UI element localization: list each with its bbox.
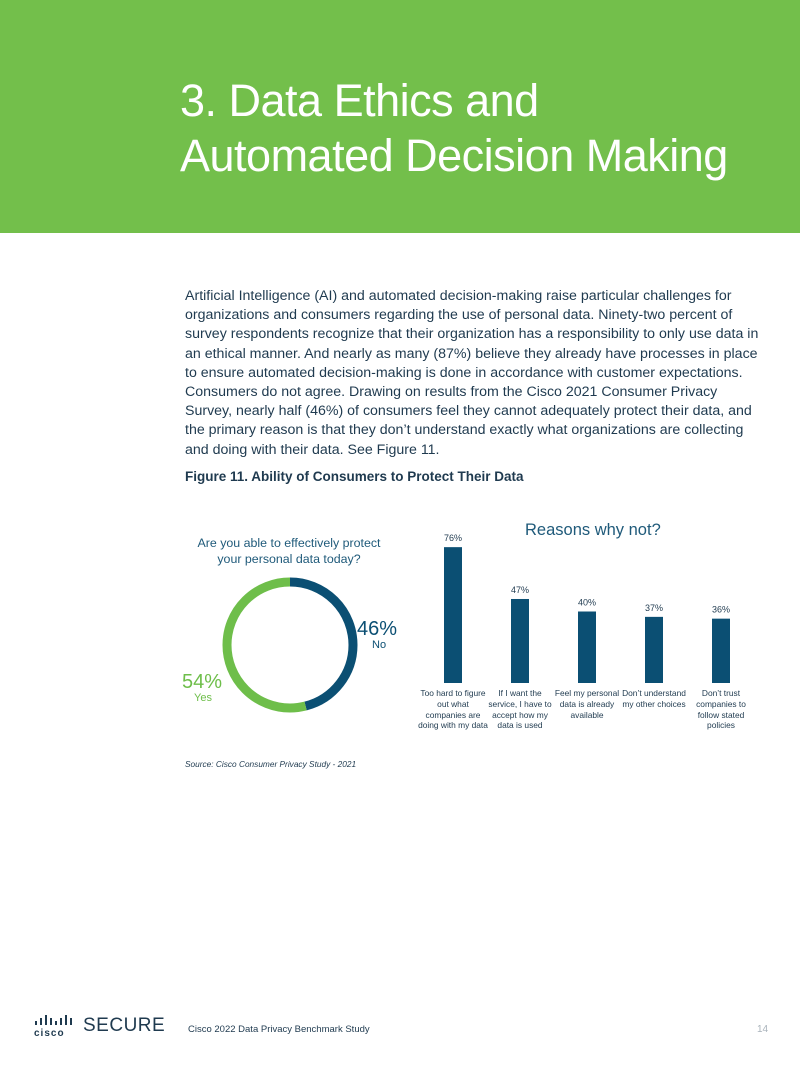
page-number: 14 [757,1024,769,1035]
brand-secure: SECURE [83,1015,166,1036]
section-title [180,73,780,183]
donut-no-label: No [372,639,387,651]
bar [578,612,596,684]
figure-source: Source: Cisco Consumer Privacy Study - 2021 [185,759,357,769]
bar-value-label: 37% [644,602,664,613]
bar-value-label: 40% [577,597,597,608]
donut-yes-percent: 54% [182,671,223,693]
bar [511,599,529,683]
bar-value-label: 47% [510,584,530,595]
bar-category-label: Feel my personal data is already available [554,688,620,720]
figure-title: Figure 11. Ability of Consumers to Protect Their Data [185,469,524,484]
donut-chart [210,565,370,725]
donut-yes-label: Yes [194,692,212,704]
svg-text:cisco: cisco [34,1028,65,1037]
bar-chart [415,520,755,690]
bar [712,619,730,683]
bar-chart-title: Reasons why not? [525,521,661,539]
bar-category-label: Too hard to figure out what companies are doing with my data [418,688,488,731]
bar-category-label: Don’t understand my other choices [622,688,686,709]
section-title-line-1: 3. Data Ethics and [180,75,539,126]
donut-question: Are you able to effectively protect your personal data today? [197,536,381,566]
bar-value-label: 76% [443,533,463,544]
body-paragraph: Artificial Intelligence (AI) and automated decision-making raise particular challenges for organizations and consumers regarding the use of personal data. Ninety-two percent of survey respondents recognize that their organization has a responsibility to only use data in an ethical manner. And nearly as many (87%) believe they already have processes in place to ensure automated decision-making is done in accordance with customer expectations. Consumers do not agree. Drawing on results from the Cisco 2021 Consumer Privacy Survey, nearly half (46%) of consumers feel they cannot adequately protect their data, and the primary reason is that they don’t understand exactly what organizations are collecting and doing with their data. See Figure 11. [185,288,759,458]
bar-value-label: 36% [711,604,731,615]
bar [444,547,462,683]
bar [645,617,663,683]
section-title-line-2: Automated Decision Making [180,130,728,181]
footer-study-name: Cisco 2022 Data Privacy Benchmark Study [188,1024,370,1035]
bar-category-label: Don’t trust companies to follow stated policies [696,688,746,731]
bar-category-label: If I want the service, I have to accept how my data is used [488,688,552,731]
donut-no-percent: 46% [357,618,398,640]
